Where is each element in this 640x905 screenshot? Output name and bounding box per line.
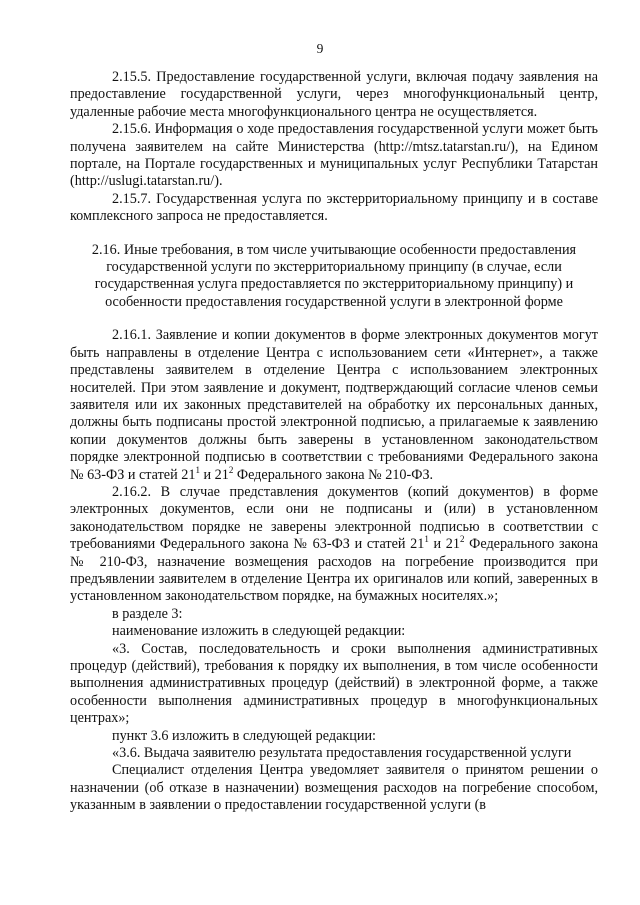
- document-body: [70, 69, 598, 815]
- paragraph-2-16-1-text-mid: и 21: [199, 466, 229, 483]
- paragraph-2-15-6: 2.15.6. Информация о ходе предоставления государственной услуги может быть получена заявителем на сайте Министерства (http://mtsz.tatarstan.ru/), на Едином портале, на Портале государственных и муниципальных услуг Республики Татарстан (http://uslugi.tatarstan.ru/).: [70, 121, 598, 190]
- quote-section-3: «3. Состав, последовательность и сроки выполнения административных процедур (действий), требования к порядку их выполнения, в том числе особенности выполнения административных процедур (действий) в электронной форме, а также особенности выполнения административных процедур в многофункциональных центрах»;: [70, 640, 598, 727]
- paragraph-2-16-1-text-b: Федерального закона № 210-ФЗ.: [233, 466, 434, 483]
- section-3-intro: в разделе 3:: [112, 605, 183, 622]
- quote-3-6: «3.6. Выдача заявителю результата предоставления государственной услуги: [112, 745, 572, 762]
- superscript: 1: [195, 464, 200, 475]
- paragraph-last: Специалист отделения Центра уведомляет заявителя о принятом решении о назначении (об отказе в назначении) возмещения расходов на погребение способом, указанным в заявлении о предоставлении государственной услуги (в: [70, 762, 598, 814]
- paragraph-2-16-2: [70, 484, 598, 606]
- section-heading-2-16: 2.16. Иные требования, в том числе учитывающие особенности предоставления государственной услуги по экстерриториальному принципу (в случае, если государственная услуга предоставляется по экстерриториальному принципу) и особенности предоставления государственной услуги в электронной форме: [91, 241, 577, 310]
- point-3-6-line: пункт 3.6 изложить в следующей редакции:: [112, 727, 376, 744]
- superscript: 1: [424, 534, 429, 545]
- superscript: 2: [228, 464, 234, 475]
- superscript: 2: [459, 534, 465, 545]
- paragraph-2-16-2-text-a: 2.16.2. В случае представления документов (копий документов) в форме электронных документов, если они не подписаны и (или) в установленном законодательством порядке не заверены электронной подписью в соответствии с требованиями Федерального закона № 63-ФЗ и статей 21: [70, 483, 598, 553]
- paragraph-2-16-2-text-mid: и 21: [428, 536, 460, 553]
- paragraph-2-15-5: 2.15.5. Предоставление государственной услуги, включая подачу заявления на предоставление государственной услуги, через многофункциональный центр, удаленные рабочие места многофункционального центра не осуществляется.: [70, 69, 598, 120]
- page-number: 9: [316, 41, 324, 56]
- paragraph-2-16-1-text-a: 2.16.1. Заявление и копии документов в форме электронных документов могут быть направлены в отделение Центра с использованием сети «Интернет», а также представлены заявителем в отделение Центра с использованием электронных носителей. При этом заявление и документ, подтверждающий согласие членов семьи заявителя или их законных представителей на обработку их персональных данных, должны быть подписаны простой электронной подписью, а прилагаемые к заявлению копии документов должны быть заверены в установленном законодательством порядке электронной подписью в соответствии с требованиями Федерального закона № 63-ФЗ и статей 21: [70, 327, 598, 483]
- paragraph-2-16-1: [70, 327, 598, 484]
- paragraph-2-16-2-text-b: Федерального закона № 210-ФЗ, назначение возмещения расходов на погребение производится при предъявлении заявителем в отделение Центра их оригиналов или копий, заверенных в установленном законодательством порядке, на бумажных носителях.»;: [70, 536, 598, 605]
- paragraph-2-15-7: 2.15.7. Государственная услуга по экстерриториальному принципу и в составе комплексного запроса не предоставляется.: [70, 190, 598, 225]
- name-edit-line: наименование изложить в следующей редакции:: [112, 623, 406, 640]
